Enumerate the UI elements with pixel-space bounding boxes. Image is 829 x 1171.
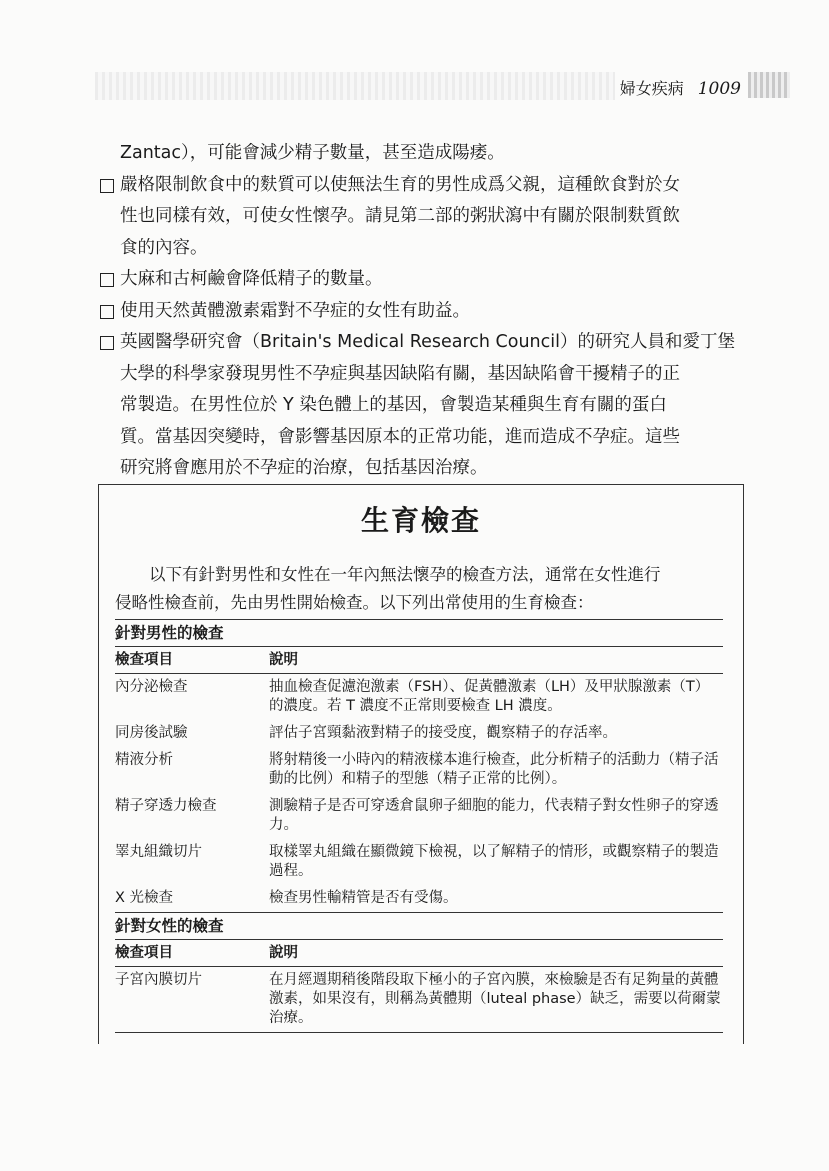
col-desc-header: 說明	[269, 652, 298, 668]
col-item-header: 檢查項目	[115, 945, 173, 961]
bullet-text	[120, 296, 760, 328]
page-number: 1009	[697, 79, 741, 99]
bullet-item	[100, 327, 760, 485]
table-row	[115, 839, 723, 885]
bullet-line: 質。當基因突變時，會影響基因原本的正常功能，進而造成不孕症。這些	[120, 426, 680, 447]
table-row	[115, 674, 723, 720]
test-description: 將射精後一小時內的精液樣本進行檢查，此分析精子的活動力（精子活動的比例）和精子的型態（精子正常的比例）。	[269, 752, 719, 787]
test-description: 在月經週期稍後階段取下極小的子宮內膜，來檢驗是否有足夠量的黃體激素，如果沒有，則稱為黃體期（luteal phase）缺乏，需要以荷爾蒙治療。	[269, 972, 721, 1026]
test-item: 睪丸組織切片	[115, 844, 202, 860]
test-description: 測驗精子是否可穿透倉鼠卵子細胞的能力，代表精子對女性卵子的穿透力。	[269, 798, 719, 833]
bullet-item	[100, 170, 760, 265]
bullet-line: 大麻和古柯鹼會降低精子的數量。	[120, 269, 383, 289]
bullet-item	[100, 296, 760, 328]
bullet-text	[120, 264, 760, 296]
bullet-text	[120, 327, 760, 485]
bullet-line: 性也同樣有效，可使女性懷孕。請見第二部的粥狀瀉中有關於限制麩質飲	[120, 206, 680, 226]
running-header	[620, 76, 741, 99]
checkbox-bullet-icon	[100, 273, 114, 287]
bullet-line: 大學的科學家發現男性不孕症與基因缺陷有關，基因缺陷會干擾精子的正	[120, 363, 680, 384]
checkbox-bullet-icon	[100, 179, 114, 193]
bullet-text	[120, 170, 760, 265]
checkbox-bullet-icon	[100, 336, 114, 350]
continuation-line: Zantac），可能會減少精子數量，甚至造成陽痿。	[120, 143, 505, 163]
test-item: X 光檢查	[115, 890, 174, 906]
bullet-list	[100, 170, 760, 485]
header-tab	[748, 72, 790, 98]
header-title: 婦女疾病	[619, 79, 684, 98]
test-description: 取樣睪丸組織在顯微鏡下檢視，以了解精子的情形，或觀察精子的製造過程。	[269, 844, 719, 879]
intro-line: 以下有針對男性和女性在一年內無法懷孕的檢查方法，通常在女性進行	[149, 565, 661, 584]
test-item: 子宮內膜切片	[115, 972, 202, 988]
female-rows	[115, 967, 723, 1033]
bullet-line: 英國醫學研究會（Britain's Medical Research Council）的研究人員和愛丁堡	[120, 332, 735, 352]
table-row	[115, 967, 723, 1033]
bullet-line: 使用天然黃體激素霜對不孕症的女性有助益。	[120, 300, 470, 321]
male-column-header	[115, 647, 723, 674]
col-item-header: 檢查項目	[115, 652, 173, 668]
header-scan-band	[95, 72, 615, 100]
test-item: 精子穿透力檢查	[115, 798, 217, 814]
test-item: 精液分析	[115, 752, 173, 768]
body-text	[100, 138, 760, 485]
male-rows	[115, 674, 723, 912]
test-item: 內分泌檢查	[115, 679, 188, 695]
test-description: 檢查男性輸精管是否有受傷。	[269, 890, 458, 906]
table-row	[115, 793, 723, 839]
female-column-header	[115, 940, 723, 967]
bullet-line: 常製造。在男性位於 Y 染色體上的基因，會製造某種與生育有關的蛋白	[120, 395, 667, 415]
intro-line: 侵略性檢查前，先由男性開始檢查。以下列出常使用的生育檢查：	[115, 593, 594, 612]
checkbox-bullet-icon	[100, 305, 114, 319]
col-desc-header: 說明	[269, 945, 298, 961]
table-row	[115, 747, 723, 793]
bullet-line: 食的內容。	[120, 237, 208, 258]
test-item: 同房後試驗	[115, 725, 188, 741]
bullet-line: 研究將會應用於不孕症的治療，包括基因治療。	[120, 458, 488, 478]
table-row	[115, 885, 723, 912]
female-section-title: 針對女性的檢查	[115, 912, 723, 940]
panel-title: 生育檢查	[360, 504, 481, 537]
test-description: 評估子宮頸黏液對精子的接受度，觀察精子的存活率。	[269, 725, 617, 741]
test-description: 抽血檢查促濾泡激素（FSH）、促黃體激素（LH）及甲狀腺激素（T）的濃度。若 T 濃度不正常則要檢查 LH 濃度。	[269, 679, 710, 714]
table-row	[115, 720, 723, 747]
bullet-line: 嚴格限制飲食中的麩質可以使無法生育的男性成爲父親，這種飲食對於女	[120, 174, 680, 195]
fertility-tests-panel	[98, 484, 744, 1044]
bullet-item	[100, 264, 760, 296]
panel-intro	[115, 561, 731, 617]
male-section-title: 針對男性的檢查	[115, 619, 723, 647]
tests-table	[115, 619, 723, 1033]
